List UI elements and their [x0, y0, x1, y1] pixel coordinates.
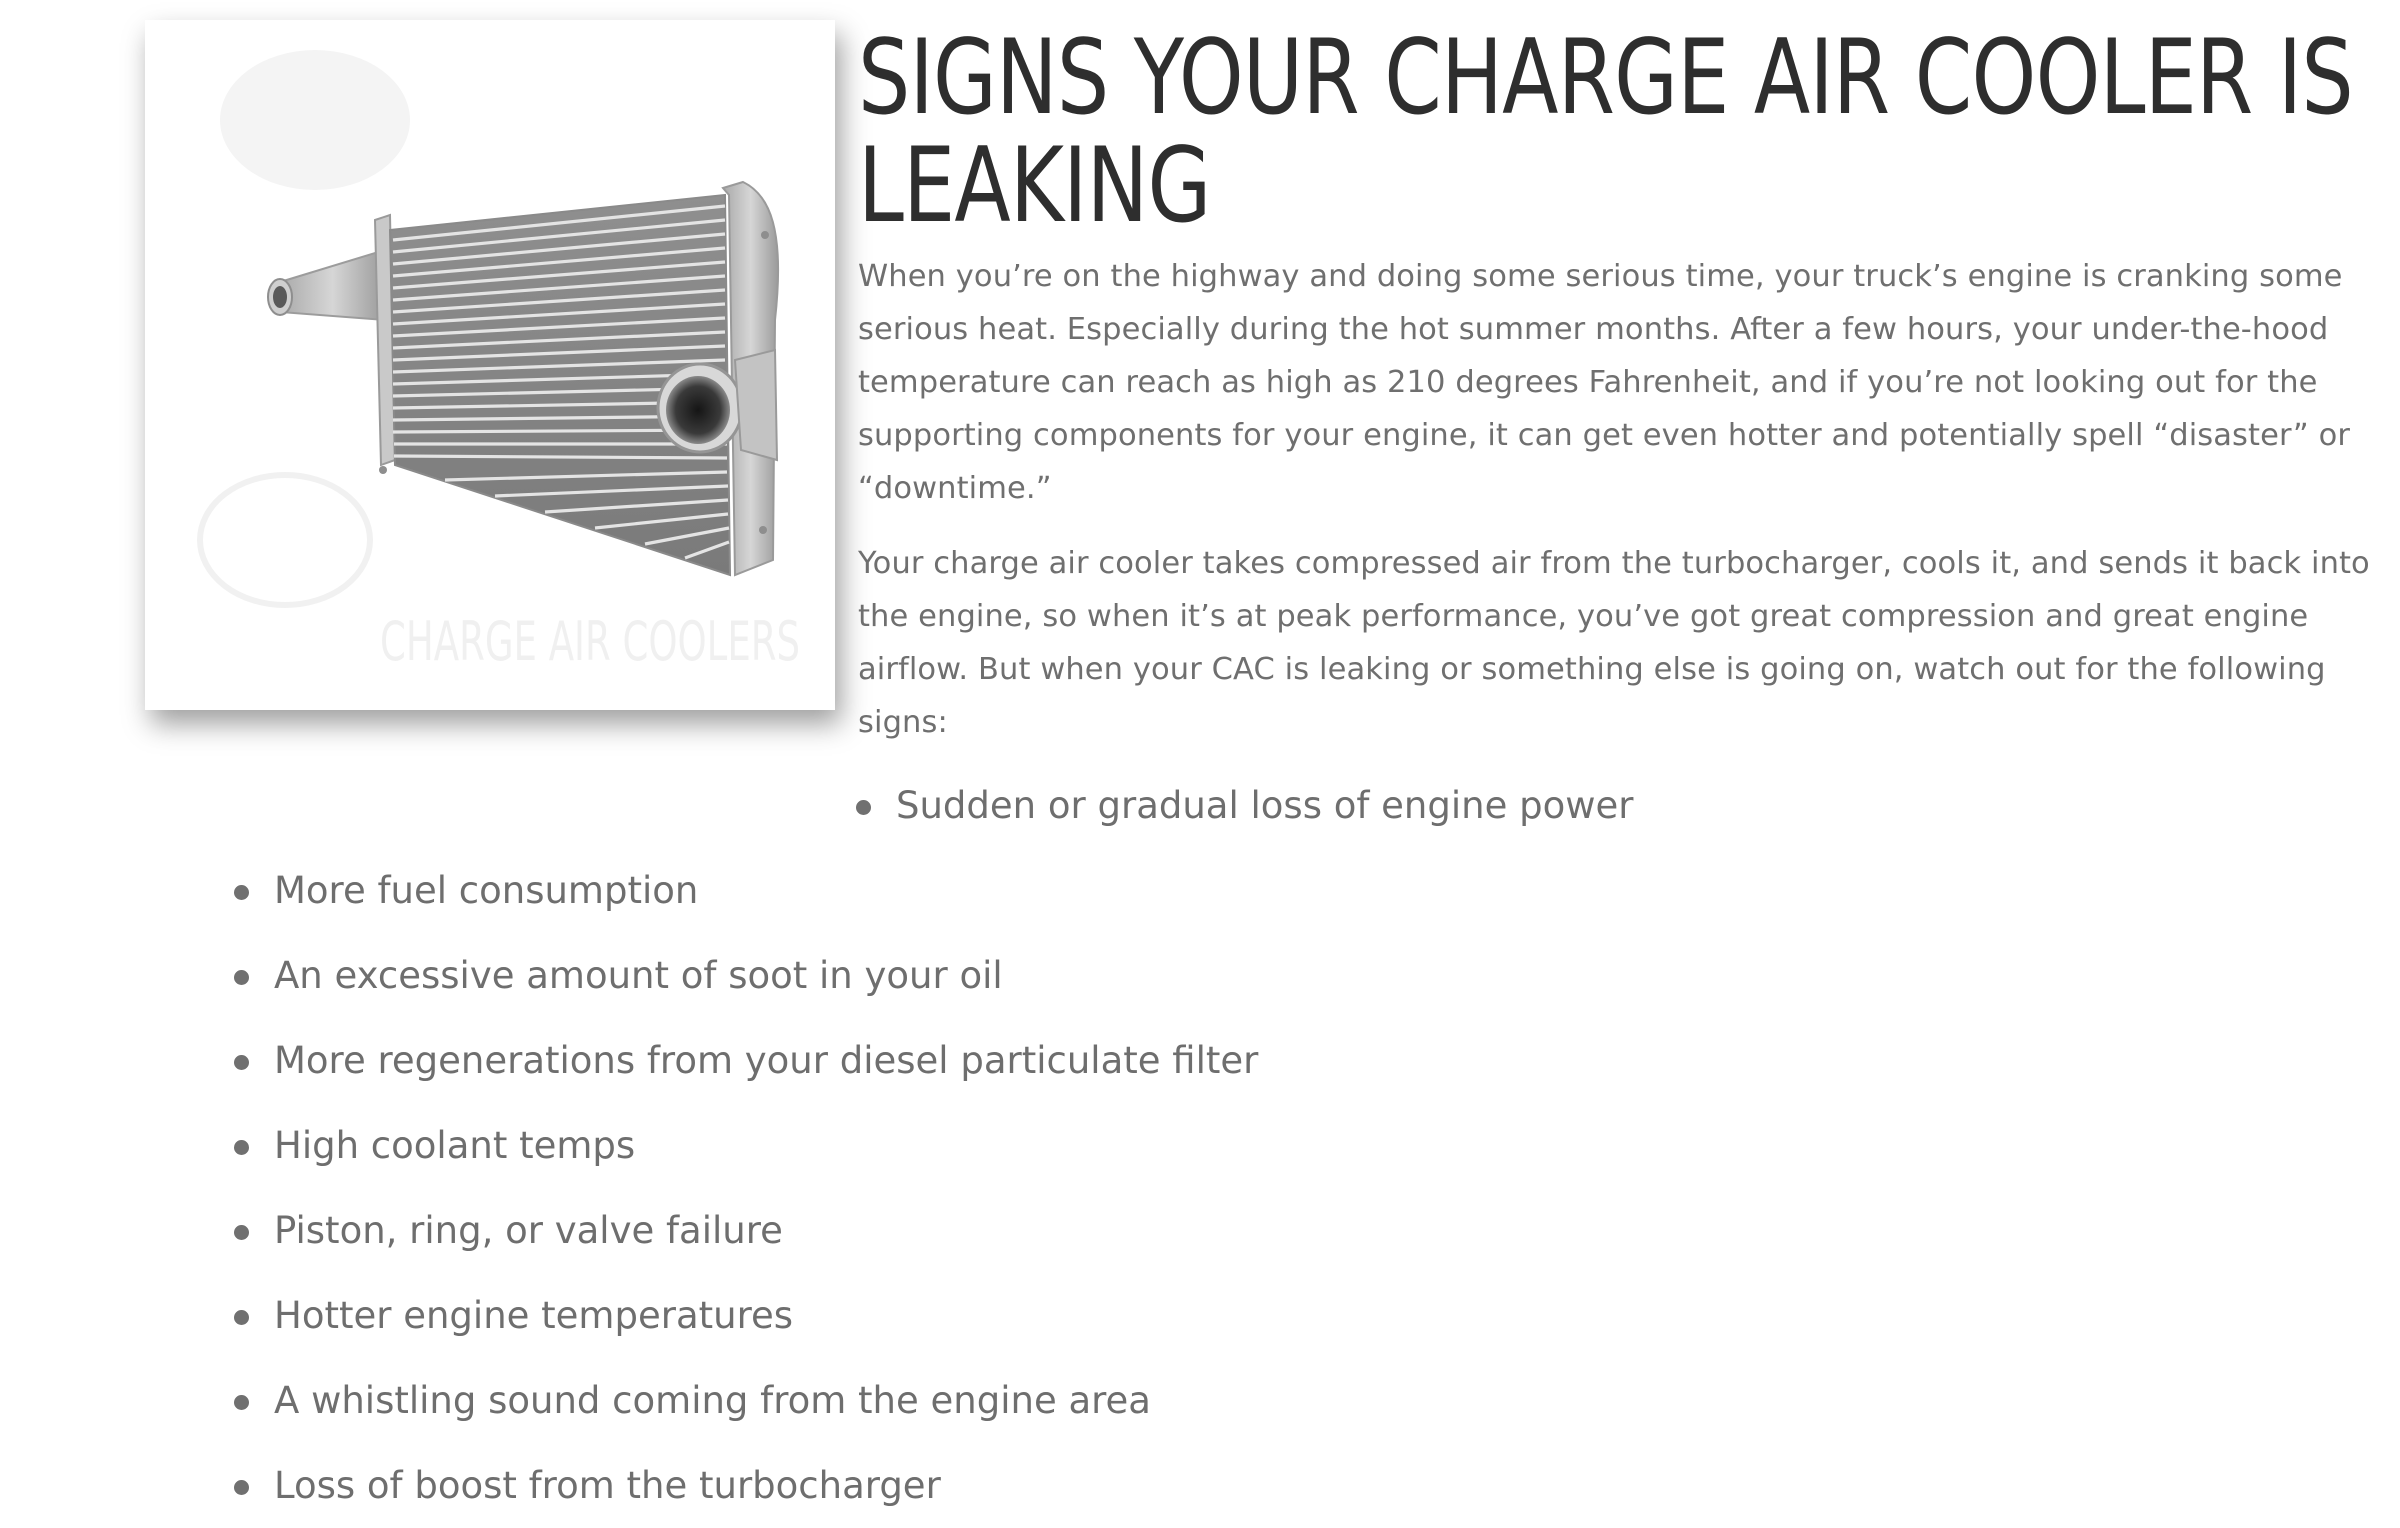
- sign-text: A whistling sound coming from the engine area: [274, 1379, 1151, 1422]
- article-content: [858, 18, 2388, 749]
- sign-text: More regenerations from your diesel particulate filter: [274, 1039, 1259, 1082]
- bullet-icon: [234, 1480, 249, 1495]
- bullet-icon: [234, 1395, 249, 1410]
- list-item: [234, 1018, 1258, 1103]
- page-title-line-1: SIGNS YOUR CHARGE AIR COOLER IS: [858, 18, 2353, 138]
- sign-text: Piston, ring, or valve failure: [274, 1209, 783, 1252]
- intro-paragraph: When you’re on the highway and doing some serious time, your truck’s engine is cranking some serious heat. Especially during the hot summer months. After a few hours, your under-the-hood temperature can reach as high as 210 degrees Fahrenheit, and if you’re not looking out for the supporting components for your engine, it can get even hotter and potentially spell “disaster” or “downtime.”: [858, 259, 2350, 506]
- list-item: [234, 1103, 1258, 1188]
- sign-text: High coolant temps: [274, 1124, 636, 1167]
- signs-list: [234, 848, 1258, 1528]
- list-item: [856, 763, 1634, 848]
- charge-air-cooler-image: [145, 20, 835, 710]
- page-title: [858, 18, 2353, 246]
- sign-text: Sudden or gradual loss of engine power: [896, 784, 1634, 827]
- page-title-line-2: LEAKING: [858, 126, 1211, 246]
- sign-text: Hotter engine temperatures: [274, 1294, 794, 1337]
- sign-text: More fuel consumption: [274, 869, 699, 912]
- list-item: [234, 1188, 1258, 1273]
- list-item: [234, 1273, 1258, 1358]
- list-item: [234, 848, 1258, 933]
- bullet-icon: [234, 1055, 249, 1070]
- sign-text: Loss of boost from the turbocharger: [274, 1464, 941, 1507]
- sign-text: An excessive amount of soot in your oil: [274, 954, 1003, 997]
- bullet-icon: [234, 1140, 249, 1155]
- signs-list-top: [856, 763, 1634, 848]
- list-item: [234, 1358, 1258, 1443]
- list-item: [234, 933, 1258, 1018]
- bullet-icon: [234, 970, 249, 985]
- watermark-logo: [380, 610, 800, 673]
- bullet-icon: [234, 885, 249, 900]
- charge-air-cooler-illustration: [145, 20, 835, 710]
- list-item: [234, 1443, 1258, 1528]
- svg-text:CHARGE AIR COOLERS: CHARGE AIR COOLERS: [380, 610, 800, 673]
- bullet-icon: [234, 1310, 249, 1325]
- bullet-icon: [856, 800, 871, 815]
- bullet-icon: [234, 1225, 249, 1240]
- cac-function-paragraph: Your charge air cooler takes compressed air from the turbocharger, cools it, and sends it back into the engine, so when it’s at peak performance, you’ve got great compression and great engine airflow. But when your CAC is leaking or something else is going on, watch out for the following signs:: [858, 546, 2370, 740]
